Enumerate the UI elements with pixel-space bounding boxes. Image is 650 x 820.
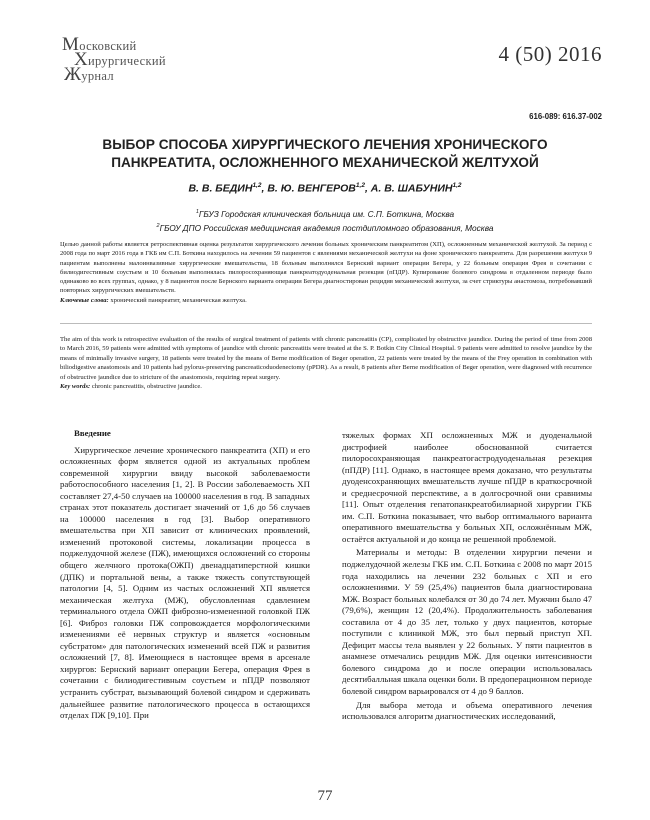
body-paragraph: Хирургическое лечение хронического панкреатита (ХП) и его осложненных форм является одной из актуальных проблем современной хирургии ввиду высокой заболеваемости работоспособного населения [1, 2]. В России заболеваемость ХП составляет 27,4-50 случаев на 100000 населения в год. В западных странах этот показатель достигает значений от 1,6 до 56 случаев на 100000 населения в год [3]. Выбор оперативного вмешательства при ХП зависит от клинических проявлений, изменений протоковой системы, локализации процесса в поджелудочной железе (ПЖ), имеющихся осложнений со стороны общего желчного протока(ОЖП) двенадцатиперстной кишки (ДПК) и портальной вены, а также тяжесть сопутствующей патологии [4, 5]. Одним из частых осложнений ХП является механическая желтуха (МЖ), обусловленная сдавлением терминального отдела ОЖП фиброзно-измененной головкой ПЖ [6]. Фиброз головки ПЖ сопровождается морфологическими изменениями её нервных структур и является «основным субстратом» для патологических изменений всей ПЖ и развития осложнений [7, 8]. Имеющиеся в настоящее время в арсенале хирургов: Бернский вариант операции Бегера, операция Фрея в сочетании с билиодигестивным соустьем и пПДР позволяют устранить субстрат, вызывающий болевой синдром и сдерживать дальнейшее развитие патологического процесса в остающихся отделах ПЖ [9,10]. При	[60, 444, 310, 721]
abstract-en: The aim of this work is retrospective evaluation of the results of surgical treatment of patients with chronic pancreatitis (CP), complicated by obstructive jaundice. During the period of time from 2008 to March 2016, 59 patients were admitted with symptoms of jaundice with chronic pancreatitis were treated at the S. P. Botkin City Clinical Hospital. 9 patients were admitted to resolve jaundice by the means of minimally invasive surgery, 18 patients were treated by the means of Berne modification of Beger operation, 22 patients were treated by the means of the Frey operation in combination with biliodigestive anastomosis and 10 patients had pylorus-preserving pancreaticoduodenectomy (pPDR). As a result, 8 patients after Berne modification of Beger operation, were diagnosed with recurrence of obstructive jaundice due to stricture of the anastomosis, requiring repeat surgery. Key words: chronic pancreatitis, obstructive jaundice.	[60, 336, 592, 391]
author-name: А. В. ШАБУНИН	[370, 182, 453, 195]
article-title: ВЫБОР СПОСОБА ХИРУРГИЧЕСКОГО ЛЕЧЕНИЯ ХРОНИЧЕСКОГО ПАНКРЕАТИТА, ОСЛОЖНЕННОГО МЕХАНИЧЕСКОЙ ЖЕЛТУХОЙ	[102, 137, 548, 170]
udc-code: 616-089: 616.37-002	[529, 112, 602, 121]
author-affiliation-marker: 1,2	[452, 182, 462, 189]
authors	[60, 182, 590, 195]
abstract-ru: Целью данной работы является ретроспективная оценка результатов хирургического лечения больных хроническим панкреатитом (ХП), осложненным механической желтухой. За период с 2008 года по март 2016 года в ГКБ им С.П. Боткина находилось на лечении 59 пациентов с явлениями механической желтухи на фоне хронического панкреатита. Для разрешения желтухи 9 пациентам выполнены малоинвазивные хирургические вмешательства, 18 больным выполнялся Бернский вариант операции Бегера, у 22 больным операция Фрея в сочетании с билиодигестивным соустьем и 10 больным выполнялась пилоросохраняющая панкреатодуоденальная резекция (пПДР). Купирование болевого синдрома в отдаленном периоде было одинаково во всех группах, однако, у 8 пациентов после Бернского варианта операции Бегера диагностирован рецидив механической желтухи, за счет стриктуры анастомоза, потребовавший повторных хирургических вмешательств. Ключевые слова: хронический панкреатит, механическая желтуха.	[60, 241, 592, 304]
affiliation-text: ГБОУ ДПО Российская медицинская академия постдипломного образования, Москва	[159, 222, 494, 233]
affiliation-line	[60, 206, 590, 220]
body-column-right	[342, 430, 592, 723]
author-separator: ,	[261, 182, 268, 195]
body-paragraph: Для выбора метода и объема оперативного лечения использовался алгоритм диагностических исследований,	[342, 699, 592, 722]
author-affiliation-marker: 1,2	[355, 182, 365, 189]
author-name: В. Ю. ВЕНГЕРОВ	[267, 182, 356, 195]
keywords-ru: хронический панкреатит, механическая желтуха.	[108, 296, 247, 304]
journal-logo: Московский Хирургический Журнал	[62, 34, 166, 85]
abstract-divider	[60, 323, 592, 324]
affiliation-line	[60, 220, 590, 234]
page-number: 77	[317, 788, 333, 804]
body-column-left	[60, 428, 310, 722]
body-paragraph: тяжелых формах ХП осложненных МЖ и дуоденальной дистрофией наиболее обоснованной считается пилоросохраняющая панкреатогастродуоденальная резекция (пПДР) [11]. Однако, в настоящее время доказано, что результаты дуоденсохраняющих вмешательств лучше пПДР в краткосрочной и среднесрочной перспективе, а в долгосрочной они сравнимы [11]. Опыт отделения гепатопанкреатобилиарной хирургии ГКБ им. С.П. Боткина показывает, что выбор оптимального варианта оперативного вмешательства у больных ХП, осложнённым МЖ, остаётся актуальной и до конца не решенной проблемой.	[342, 430, 592, 544]
affiliation-marker: 2	[156, 222, 160, 229]
journal-header	[62, 34, 602, 98]
keywords-label-ru: Ключевые слова:	[60, 296, 109, 304]
keywords-en: chronic pancreatitis, obstructive jaundice.	[90, 383, 202, 391]
body-paragraph: Материалы и методы: В отделении хирургии печени и поджелудочной железы ГКБ им. С.П. Боткина с 2008 по март 2015 года находились на лечении 232 больных с ХП и его осложнениями. У 59 (25,4%) пациентов была диагностирована МЖ. Возраст больных колебался от 30 до 74 лет. Мужчин было 47 (79,6%), женщин 12 (20,4%). Продолжительность заболевания составила от 4 до 35 лет, только у двух пациентов, которые поступили с клиникой МЖ, это был первый приступ ХП. Дефицит массы тела выявлен у 22 больных. У пяти пациентов в анамнезе отмечались рецидив МЖ. Для оценки интенсивности болевого синдрома до и после операции использовалась десятибалльная шкала оценки боли. В предоперационном периоде болевой синдром варьировался от 4 до 9 баллов.	[342, 547, 592, 697]
issue-number: 4 (50) 2016	[498, 42, 602, 66]
affiliation-marker: 1	[195, 209, 199, 215]
affiliation-text: ГБУЗ Городская клиническая больница им. С.П. Боткина, Москва	[198, 208, 455, 219]
affiliations	[60, 206, 590, 234]
author-name: В. В. БЕДИН	[188, 182, 253, 195]
author-affiliation-marker: 1,2	[252, 182, 262, 189]
author-separator: ,	[364, 182, 371, 195]
section-title-intro: Введение	[74, 428, 111, 438]
keywords-label-en: Key words:	[60, 383, 91, 391]
